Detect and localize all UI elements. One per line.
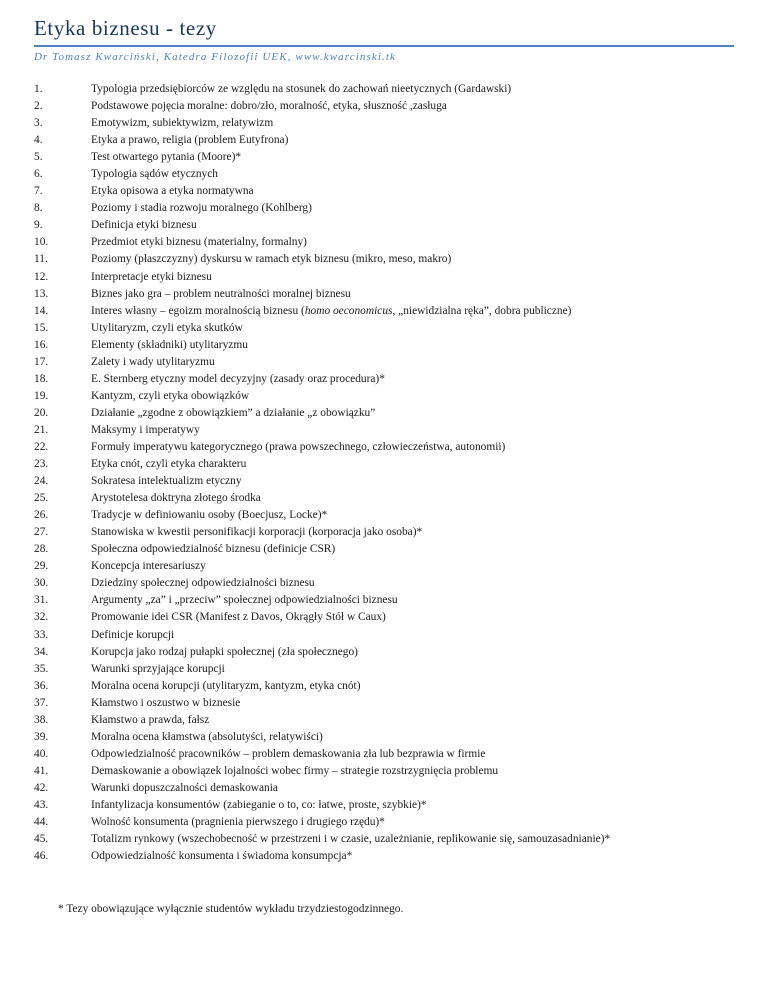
list-item-number: 29. xyxy=(34,560,49,573)
list-item xyxy=(34,695,754,712)
list-item xyxy=(34,661,754,678)
list-item-text: Moralna ocena kłamstwa (absolutyści, relatywiści) xyxy=(91,730,323,743)
list-item-text: Warunki sprzyjające korupcji xyxy=(91,662,225,675)
list-item-number: 36. xyxy=(34,679,49,692)
list-item xyxy=(34,558,754,575)
list-item-number: 41. xyxy=(34,764,49,777)
list-item-text-part: Interes własny – egoizm moralnością biznesu ( xyxy=(91,304,305,317)
list-item-number: 23. xyxy=(34,458,49,471)
list-item xyxy=(34,183,754,200)
list-item-number: 14. xyxy=(34,304,49,317)
list-item-text: Kłamstwo a prawda, fałsz xyxy=(91,713,210,726)
list-item xyxy=(34,678,754,695)
list-item xyxy=(34,405,754,422)
list-item-text: Etyka opisowa a etyka normatywna xyxy=(91,185,254,198)
list-item xyxy=(34,712,754,729)
list-item-number: 39. xyxy=(34,730,49,743)
list-item xyxy=(34,609,754,626)
list-item-text: Totalizm rynkowy (wszechobecność w przestrzeni i w czasie, uzależnianie, replikowanie się, samouzasadnianie)* xyxy=(91,833,611,846)
list-item xyxy=(34,217,754,234)
document-title: Etyka biznesu - tezy xyxy=(34,16,217,40)
list-item-text: Sokratesa intelektualizm etyczny xyxy=(91,475,242,488)
list-item-number: 35. xyxy=(34,662,49,675)
list-item-text: Zalety i wady utylitaryzmu xyxy=(91,355,215,368)
list-item-number: 16. xyxy=(34,338,49,351)
list-item-number: 8. xyxy=(34,202,43,215)
list-item-text: Utylitaryzm, czyli etyka skutków xyxy=(91,321,243,334)
list-item-text: Wolność konsumenta (pragnienia pierwszego i drugiego rzędu)* xyxy=(91,816,385,829)
list-item-text: Typologia przedsiębiorców ze względu na stosunek do zachowań nieetycznych (Gardawski) xyxy=(91,83,512,95)
list-item-text: Definicja etyki biznesu xyxy=(91,219,197,232)
list-item xyxy=(34,729,754,746)
list-item-text: Odpowiedzialność konsumenta i świadoma konsumpcja* xyxy=(91,850,353,863)
list-item-text: Typologia sądów etycznych xyxy=(91,168,218,181)
list-item-text: Definicje korupcji xyxy=(91,628,175,641)
list-item xyxy=(34,388,754,405)
list-item-text: Etyka cnót, czyli etyka charakteru xyxy=(91,458,247,471)
list-item-number: 42. xyxy=(34,781,49,794)
list-item-number: 32. xyxy=(34,611,49,624)
document-subtitle: Dr Tomasz Kwarciński, Katedra Filozofii UEK, www.kwarcinski.tk xyxy=(34,51,396,63)
list-item-text: Poziomy (płaszczyzny) dyskursu w ramach etyk biznesu (mikro, meso, makro) xyxy=(91,253,452,266)
list-item xyxy=(34,456,754,473)
list-item-text: Arystotelesa doktryna złotego środka xyxy=(91,492,261,505)
list-item-number: 12. xyxy=(34,270,49,283)
list-item xyxy=(34,320,754,337)
list-item-text: Formuły imperatywu kategorycznego (prawa powszechnego, człowieczeństwa, autonomii) xyxy=(91,440,506,453)
list-item-number: 44. xyxy=(34,816,49,829)
list-item-number: 27. xyxy=(34,526,49,539)
list-item-number: 31. xyxy=(34,594,49,607)
list-item-number: 24. xyxy=(34,475,49,488)
list-item xyxy=(34,286,754,303)
list-item-number: 13. xyxy=(34,287,49,300)
list-item-text: Elementy (składniki) utylitaryzmu xyxy=(91,338,248,351)
list-item-number: 6. xyxy=(34,168,43,181)
list-item-text: Koncepcja interesariuszy xyxy=(91,560,206,573)
list-item xyxy=(34,575,754,592)
list-item-text xyxy=(91,305,571,317)
list-item-text: Infantylizacja konsumentów (zabieganie o to, co: łatwe, proste, szybkie)* xyxy=(91,798,427,811)
list-item-number: 22. xyxy=(34,440,49,453)
list-item-number: 17. xyxy=(34,355,49,368)
list-item-text: Argumenty „za” i „przeciw” społecznej odpowiedzialności biznesu xyxy=(91,594,398,607)
list-item xyxy=(34,473,754,490)
list-item-text: Interpretacje etyki biznesu xyxy=(91,270,212,283)
list-item xyxy=(34,354,754,371)
list-item-number: 20. xyxy=(34,406,49,419)
list-item xyxy=(34,132,754,149)
list-item-text: Kłamstwo i oszustwo w biznesie xyxy=(91,696,241,709)
list-item xyxy=(34,81,754,98)
list-item-text: Dziedziny społecznej odpowiedzialności biznesu xyxy=(91,577,315,590)
list-item xyxy=(34,422,754,439)
list-item xyxy=(34,251,754,268)
list-item xyxy=(34,166,754,183)
list-item-text-italic: homo oeconomicus xyxy=(304,304,393,317)
list-item-text: Przedmiot etyki biznesu (materialny, formalny) xyxy=(91,236,307,249)
list-item-text: Warunki dopuszczalności demaskowania xyxy=(91,781,278,794)
list-item-text: Odpowiedzialność pracowników – problem demaskowania zła lub bezprawia w firmie xyxy=(91,747,486,760)
list-item xyxy=(34,763,754,780)
list-item xyxy=(34,115,754,132)
list-item-number: 19. xyxy=(34,389,49,402)
list-item-number: 38. xyxy=(34,713,49,726)
theses-list xyxy=(34,81,754,865)
list-item xyxy=(34,98,754,115)
list-item-number: 15. xyxy=(34,321,49,334)
list-item xyxy=(34,524,754,541)
list-item-number: 30. xyxy=(34,577,49,590)
list-item-text: Kantyzm, czyli etyka obowiązków xyxy=(91,389,250,402)
list-item-text: Moralna ocena korupcji (utylitaryzm, kantyzm, etyka cnót) xyxy=(91,679,361,692)
list-item-number: 37. xyxy=(34,696,49,709)
title-divider xyxy=(34,45,734,47)
footnote: * Tezy obowiązujące wyłącznie studentów wykładu trzydziestogodzinnego. xyxy=(58,903,404,915)
list-item-text: Etyka a prawo, religia (problem Eutyfrona) xyxy=(91,134,289,147)
list-item-text: Promowanie idei CSR (Manifest z Davos, Okrągły Stół w Caux) xyxy=(91,611,386,624)
list-item-text: Biznes jako gra – problem neutralności moralnej biznesu xyxy=(91,287,351,300)
list-item-number: 33. xyxy=(34,628,49,641)
list-item xyxy=(34,627,754,644)
list-item-text: Poziomy i stadia rozwoju moralnego (Kohlberg) xyxy=(91,202,312,215)
list-item xyxy=(34,200,754,217)
list-item xyxy=(34,848,754,865)
list-item-text: Emotywizm, subiektywizm, relatywizm xyxy=(91,117,274,130)
list-item xyxy=(34,746,754,763)
list-item-text: Stanowiska w kwestii personifikacji korporacji (korporacja jako osoba)* xyxy=(91,526,423,539)
list-item-number: 40. xyxy=(34,747,49,760)
list-item-number: 2. xyxy=(34,100,43,113)
list-item-text: Społeczna odpowiedzialność biznesu (definicje CSR) xyxy=(91,543,336,556)
list-item-number: 25. xyxy=(34,492,49,505)
list-item-number: 7. xyxy=(34,185,43,198)
list-item-number: 34. xyxy=(34,645,49,658)
list-item-number: 21. xyxy=(34,423,49,436)
list-item xyxy=(34,371,754,388)
list-item xyxy=(34,797,754,814)
list-item-number: 10. xyxy=(34,236,49,249)
list-item-number: 46. xyxy=(34,850,49,863)
list-item-number: 45. xyxy=(34,833,49,846)
list-item-number: 5. xyxy=(34,151,43,164)
list-item-number: 18. xyxy=(34,372,49,385)
list-item-text: Maksymy i imperatywy xyxy=(91,423,200,436)
list-item xyxy=(34,234,754,251)
list-item-text: Korupcja jako rodzaj pułapki społecznej (zła społecznego) xyxy=(91,645,358,658)
list-item xyxy=(34,831,754,848)
list-item xyxy=(34,439,754,456)
list-item xyxy=(34,507,754,524)
list-item xyxy=(34,644,754,661)
list-item-text: Podstawowe pojęcia moralne: dobro/zło, moralność, etyka, słuszność ,zasługa xyxy=(91,100,447,113)
list-item xyxy=(34,541,754,558)
list-item-number: 1. xyxy=(34,83,43,95)
list-item-number: 28. xyxy=(34,543,49,556)
list-item xyxy=(34,303,754,320)
list-item xyxy=(34,490,754,507)
list-item-number: 4. xyxy=(34,134,43,147)
list-item xyxy=(34,149,754,166)
list-item-number: 9. xyxy=(34,219,43,232)
list-item xyxy=(34,337,754,354)
list-item xyxy=(34,269,754,286)
list-item xyxy=(34,592,754,609)
list-item xyxy=(34,814,754,831)
list-item-text: Tradycje w definiowaniu osoby (Boecjusz, Locke)* xyxy=(91,509,328,522)
list-item xyxy=(34,780,754,797)
list-item-text-part: , „niewidzialna ręka”, dobra publiczne) xyxy=(392,304,572,317)
list-item-text: Test otwartego pytania (Moore)* xyxy=(91,151,242,164)
list-item-number: 3. xyxy=(34,117,43,130)
list-item-text: Działanie „zgodne z obowiązkiem” a działanie „z obowiązku” xyxy=(91,406,376,419)
list-item-text: Demaskowanie a obowiązek lojalności wobec firmy – strategie rozstrzygnięcia problemu xyxy=(91,764,499,777)
list-item-number: 26. xyxy=(34,509,49,522)
list-item-text: E. Sternberg etyczny model decyzyjny (zasady oraz procedura)* xyxy=(91,372,385,385)
list-item-number: 11. xyxy=(34,253,48,266)
list-item-number: 43. xyxy=(34,798,49,811)
